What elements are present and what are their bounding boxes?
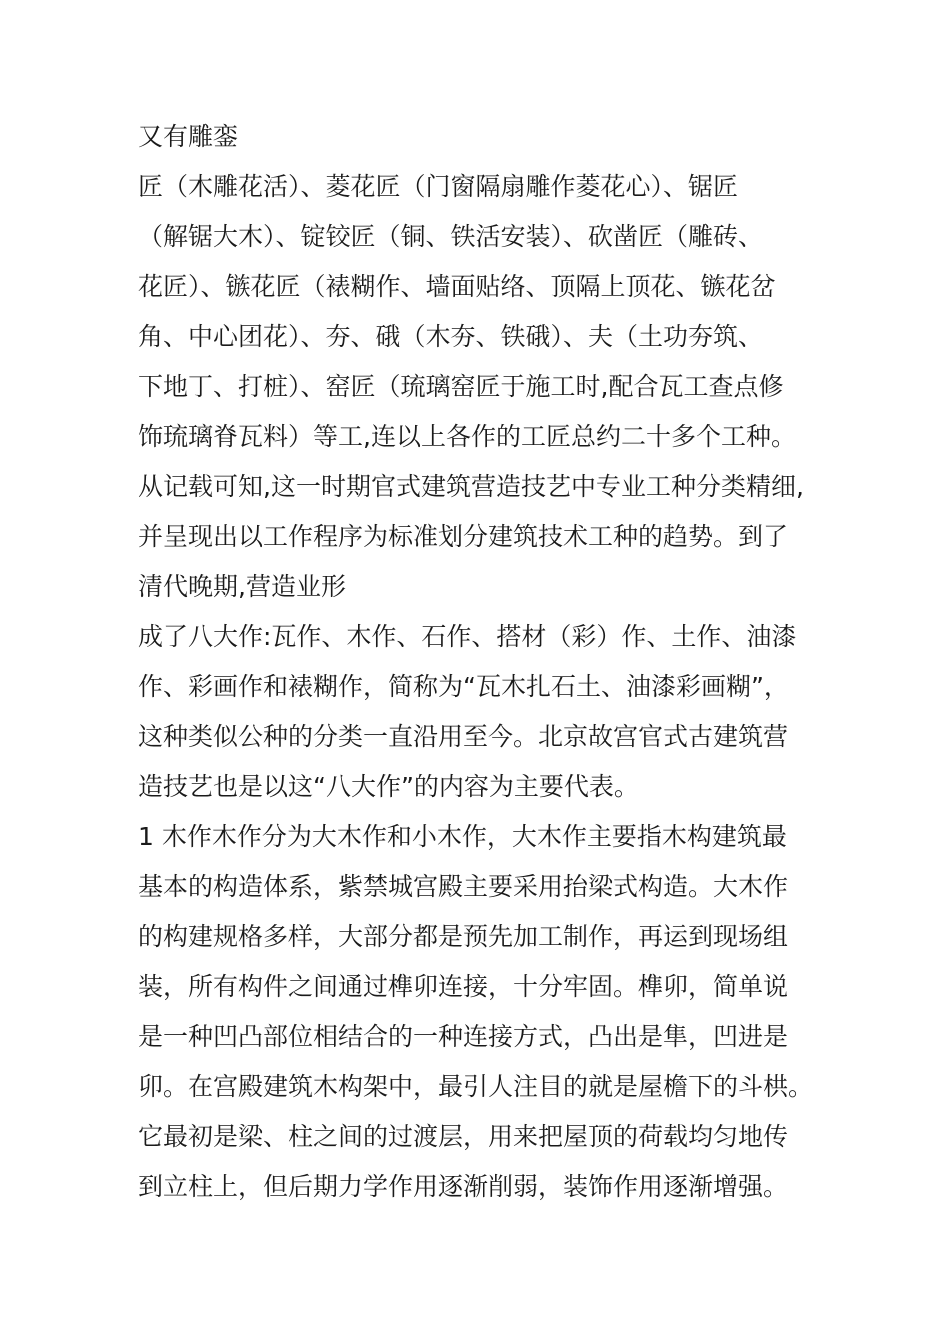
text-line: 到立柱上，但后期力学作用逐渐削弱，装饰作用逐渐增强。 <box>138 1172 789 1201</box>
text-line: 1 木作木作分为大木作和小木作，大木作主要指木构建筑最 <box>138 822 787 851</box>
text-line: 角、中心团花）、夯、硪（木夯、铁硪）、夫（土功夯筑、 <box>138 322 764 351</box>
text-line: 作、彩画作和裱糊作，简称为“瓦木扎石土、油漆彩画糊”， <box>138 672 789 701</box>
text-line: 成了八大作:瓦作、木作、石作、搭材（彩）作、土作、油漆 <box>138 622 797 651</box>
text-line: 这种类似公种的分类一直沿用至今。北京故宫官式古建筑营 <box>138 722 789 751</box>
text-line: 是一种凹凸部位相结合的一种连接方式，凸出是隼，凹进是 <box>138 1022 789 1051</box>
text-line: 卯。在宫殿建筑木构架中，最引人注目的就是屋檐下的斗栱。 <box>138 1072 814 1101</box>
text-line: 花匠）、镞花匠（裱糊作、墙面贴络、顶隔上顶花、镞花岔 <box>138 272 776 301</box>
text-line: （解锯大木）、锭铰匠（铜、铁活安装）、砍凿匠（雕砖、 <box>138 222 764 251</box>
text-line: 造技艺也是以这“八大作”的内容为主要代表。 <box>138 772 639 801</box>
body-text <box>138 112 818 1212</box>
text-line: 清代晚期,营造业形 <box>138 572 346 601</box>
text-line: 饰琉璃脊瓦料）等工,连以上各作的工匠总约二十多个工种。 <box>138 422 796 451</box>
text-line: 的构建规格多样，大部分都是预先加工制作，再运到现场组 <box>138 922 789 951</box>
text-line: 匠（木雕花活）、菱花匠（门窗隔扇雕作菱花心）、锯匠 <box>138 172 739 201</box>
text-line: 下地丁、打桩）、窑匠（琉璃窑匠于施工时,配合瓦工查点修 <box>138 372 784 401</box>
text-line: 并呈现出以工作程序为标准划分建筑技术工种的趋势。到了 <box>138 522 789 551</box>
text-line: 从记载可知,这一时期官式建筑营造技艺中专业工种分类精细, <box>138 472 804 501</box>
text-line: 它最初是梁、柱之间的过渡层，用来把屋顶的荷载均匀地传 <box>138 1122 789 1151</box>
text-line: 装，所有构件之间通过榫卯连接，十分牢固。榫卯，简单说 <box>138 972 789 1001</box>
text-line: 基本的构造体系，紫禁城宫殿主要采用抬梁式构造。大木作 <box>138 872 789 901</box>
text-line: 又有雕銮 <box>138 122 239 151</box>
